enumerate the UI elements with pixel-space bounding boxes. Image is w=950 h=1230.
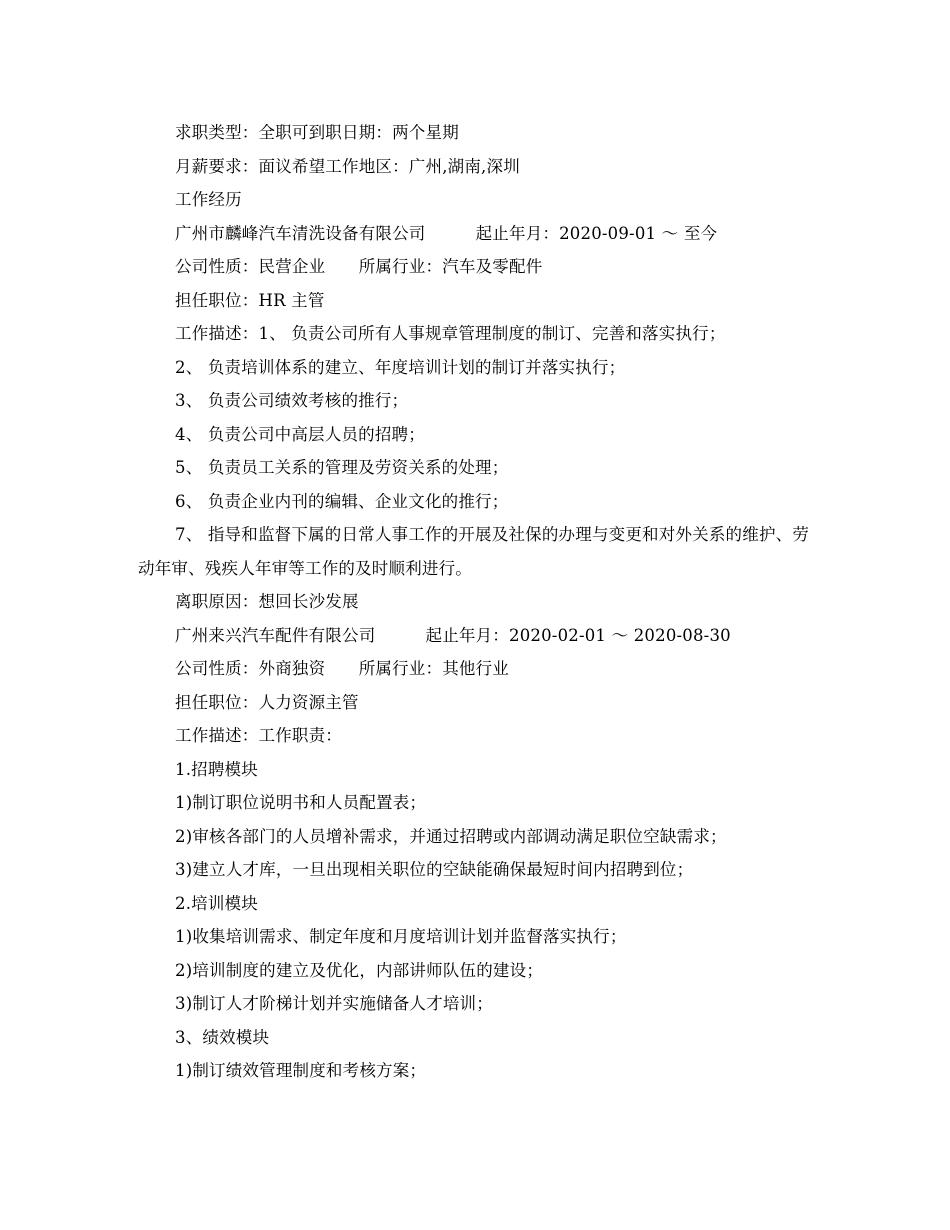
company-2-name-dates: 广州来兴汽车配件有限公司 起止年月：2020-02-01 ～ 2020-08-30 bbox=[175, 625, 731, 645]
job-type-line: 求职类型：全职可到职日期：两个星期 bbox=[175, 123, 459, 142]
training-item-3: 3)制订人才阶梯计划并实施储备人才培训； bbox=[175, 994, 493, 1013]
recruiting-item-2: 2)审核各部门的人员增补需求，并通过招聘或内部调动满足职位空缺需求； bbox=[175, 826, 727, 846]
training-module-heading: 2.培训模块 bbox=[175, 893, 258, 913]
company-1-type-industry: 公司性质：民营企业 所属行业：汽车及零配件 bbox=[175, 257, 543, 276]
company-1-duty-7: 7、 指导和监督下属的日常人事工作的开展及社保的办理与变更和对外关系的维护、劳动年审、残疾人年审等工作的及时顺利进行。 bbox=[138, 525, 810, 578]
performance-module-heading: 3、绩效模块 bbox=[175, 1027, 270, 1047]
company-1-duty-2: 2、 负责培训体系的建立、年度培训计划的制订并落实执行； bbox=[175, 357, 626, 377]
document-body bbox=[138, 116, 828, 1088]
company-1-duty-1: 工作描述：1、 负责公司所有人事规章管理制度的制订、完善和落实执行； bbox=[175, 324, 726, 343]
company-1-duty-6: 6、 负责企业内刊的编辑、企业文化的推行； bbox=[175, 491, 509, 511]
recruiting-module-heading: 1.招聘模块 bbox=[175, 759, 258, 779]
company-1-duty-4: 4、 负责公司中高层人员的招聘； bbox=[175, 424, 425, 444]
performance-item-1: 1)制订绩效管理制度和考核方案； bbox=[175, 1061, 427, 1080]
recruiting-item-1: 1)制订职位说明书和人员配置表； bbox=[175, 793, 427, 812]
recruiting-item-3: 3)建立人才库，一旦出现相关职位的空缺能确保最短时间内招聘到位； bbox=[175, 860, 694, 879]
training-item-1: 1)收集培训需求、制定年度和月度培训计划并监督落实执行； bbox=[175, 927, 627, 946]
company-1-duty-3: 3、 负责公司绩效考核的推行； bbox=[175, 391, 409, 410]
training-item-2: 2)培训制度的建立及优化，内部讲师队伍的建设； bbox=[175, 960, 544, 980]
company-1-position: 担任职位：HR 主管 bbox=[175, 290, 325, 310]
salary-location-line: 月薪要求：面议希望工作地区：广州,湖南,深圳 bbox=[175, 156, 520, 176]
company-2-position: 担任职位：人力资源主管 bbox=[175, 692, 359, 712]
company-1-name-dates: 广州市麟峰汽车清洗设备有限公司 起止年月：2020-09-01 ～ 至今 bbox=[175, 223, 718, 243]
company-2-type-industry: 公司性质：外商独资 所属行业：其他行业 bbox=[175, 659, 509, 678]
company-2-description-heading: 工作描述：工作职责： bbox=[175, 726, 342, 745]
work-history-heading: 工作经历 bbox=[175, 190, 242, 209]
company-1-leave-reason: 离职原因：想回长沙发展 bbox=[175, 592, 359, 611]
company-1-duty-5: 5、 负责员工关系的管理及劳资关系的处理； bbox=[175, 458, 509, 477]
